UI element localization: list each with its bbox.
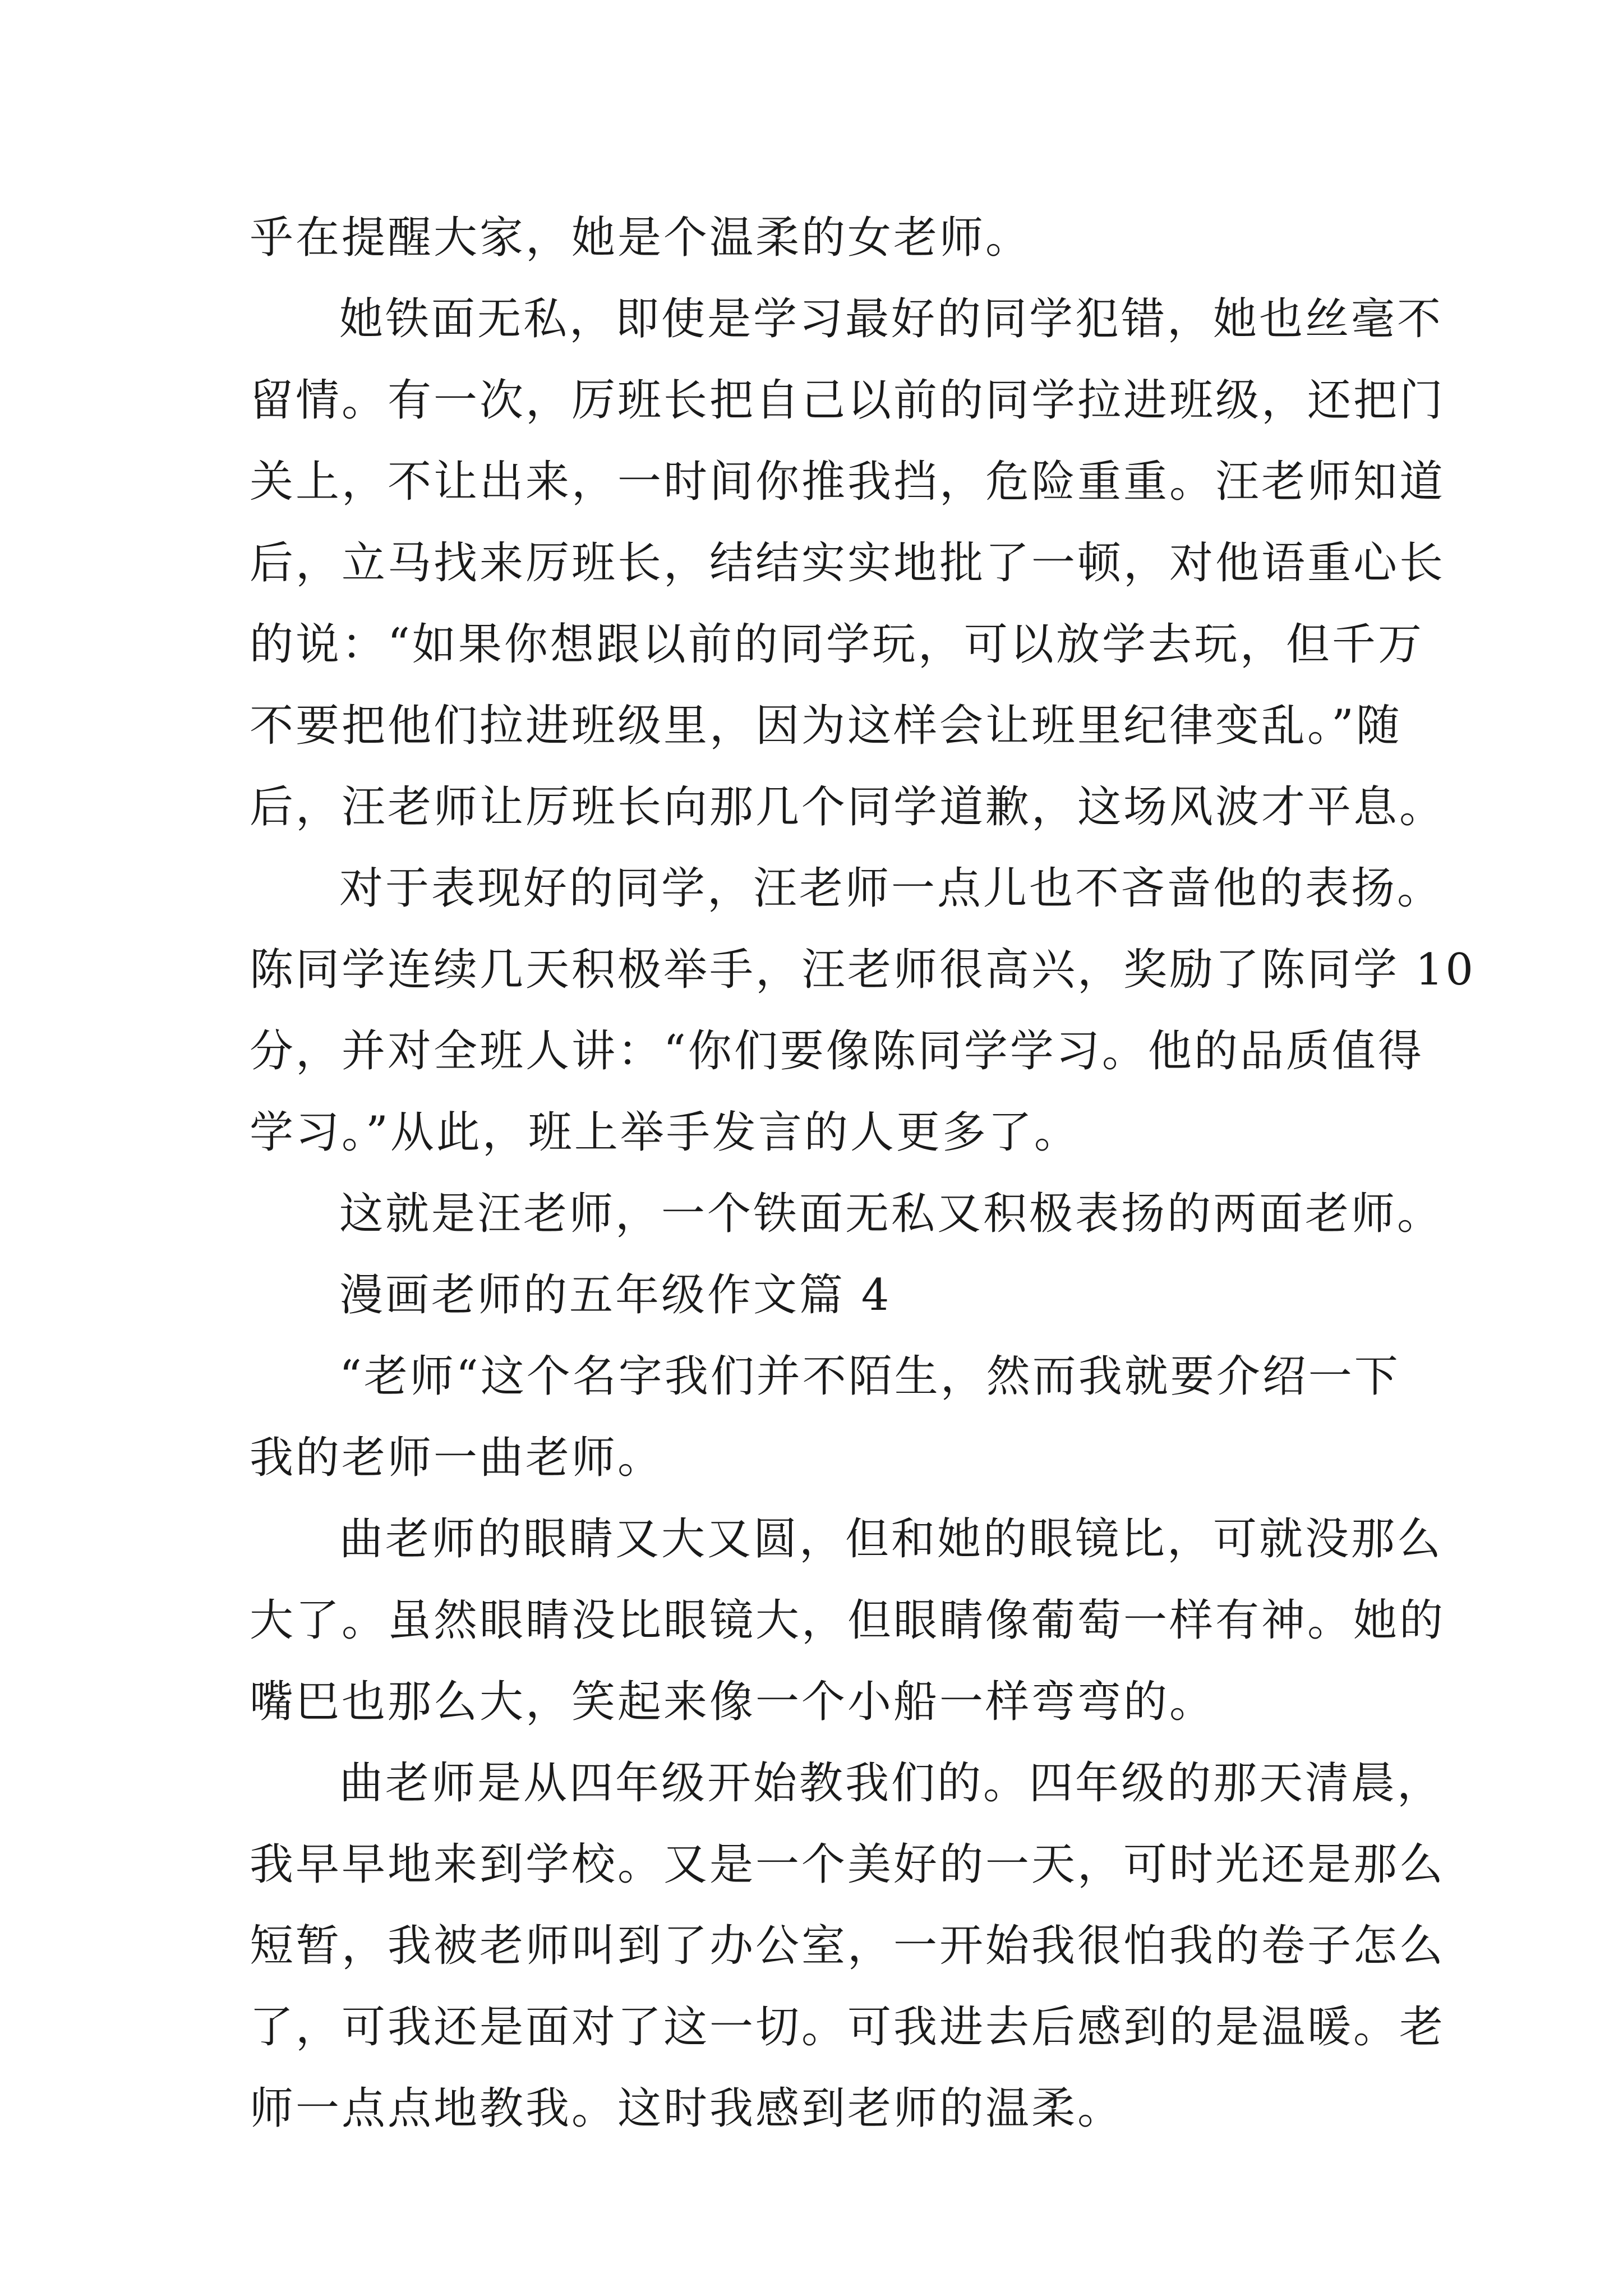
- text-line: 我早早地来到学校。又是一个美好的一天，可时光还是那么: [250, 1839, 1446, 1890]
- text-line: 她铁面无私，即使是学习最好的同学犯错，她也丝毫不: [339, 294, 1444, 344]
- text-line: “老师“这个名字我们并不陌生，然而我就要介绍一下: [339, 1351, 1400, 1402]
- text-line: 这就是汪老师，一个铁面无私又积极表扬的两面老师。: [339, 1189, 1444, 1239]
- document-body: [250, 197, 1476, 2150]
- text-line: 学习。”从此，班上举手发言的人更多了。: [250, 1107, 1080, 1158]
- text-line: 曲老师是从四年级开始教我们的。四年级的那天清晨，: [339, 1758, 1444, 1809]
- text-line: 大了。虽然眼睛没比眼镜大，但眼睛像葡萄一样有神。她的: [250, 1595, 1446, 1646]
- text-line: 陈同学连续几天积极举手，汪老师很高兴，奖励了陈同学 10: [250, 945, 1476, 995]
- text-line: 关上，不让出来，一时间你推我挡，危险重重。汪老师知道: [250, 457, 1446, 507]
- text-line: 了，可我还是面对了这一切。可我进去后感到的是温暖。老: [250, 2002, 1446, 2053]
- text-line: 嘴巴也那么大，笑起来像一个小船一样弯弯的。: [250, 1677, 1216, 1727]
- text-line: 留情。有一次，厉班长把自己以前的同学拉进班级，还把门: [250, 375, 1446, 426]
- text-line: 不要把他们拉进班级里，因为这样会让班里纪律变乱。”随: [250, 701, 1402, 751]
- text-line: 乎在提醒大家，她是个温柔的女老师。: [250, 213, 1032, 263]
- text-line: 我的老师一曲老师。: [250, 1433, 664, 1483]
- text-line: 对于表现好的同学，汪老师一点儿也不吝啬他的表扬。: [339, 863, 1444, 914]
- text-line: 分，并对全班人讲：“你们要像陈同学学习。他的品质值得: [250, 1026, 1424, 1076]
- text-line: 的说：“如果你想跟以前的同学玩，可以放学去玩，但千万: [250, 619, 1424, 670]
- text-line: 后，汪老师让厉班长向那几个同学道歉，这场风波才平息。: [250, 782, 1446, 832]
- text-line: 后，立马找来厉班长，结结实实地批了一顿，对他语重心长: [250, 538, 1446, 588]
- text-line: 短暂，我被老师叫到了办公室，一开始我很怕我的卷子怎么: [250, 1921, 1446, 1971]
- text-line: 师一点点地教我。这时我感到老师的温柔。: [250, 2083, 1124, 2134]
- text-line: 漫画老师的五年级作文篇 4: [339, 1270, 892, 1320]
- text-line: 曲老师的眼睛又大又圆，但和她的眼镜比，可就没那么: [339, 1514, 1444, 1565]
